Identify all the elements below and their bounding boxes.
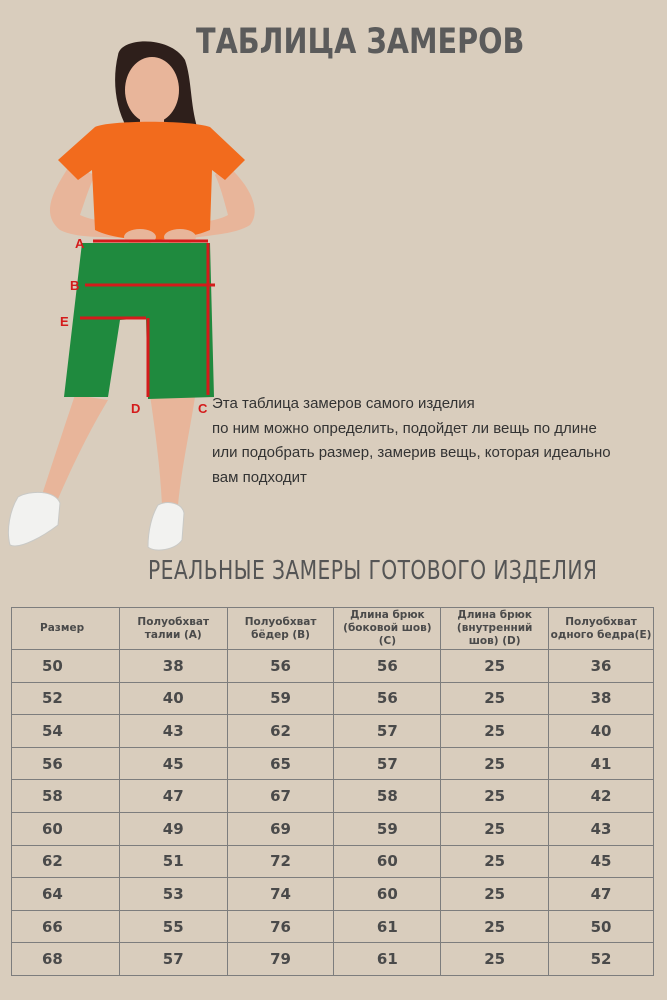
column-header-line: Длина брюк: [350, 609, 425, 621]
column-header-line: Размер: [40, 622, 85, 634]
table-row: [12, 650, 654, 683]
table-cell: 58: [12, 780, 120, 813]
table-cell: 72: [227, 845, 334, 878]
table-row: [12, 878, 654, 911]
column-header-line: (боковой шов) (C): [343, 622, 432, 647]
description-line: вам подходит: [212, 468, 307, 486]
label-d: D: [131, 401, 141, 416]
table-cell: 79: [227, 943, 334, 976]
table-cell: 25: [441, 682, 549, 715]
table-cell: 60: [334, 845, 441, 878]
table-row: [12, 845, 654, 878]
label-e: E: [60, 314, 69, 329]
table-header-row: [12, 608, 654, 650]
column-header-line: талии (A): [144, 628, 202, 641]
table-cell: 38: [119, 650, 227, 683]
table-cell: 45: [119, 747, 227, 780]
label-c: C: [198, 401, 208, 416]
table-cell: 47: [119, 780, 227, 813]
label-b: B: [70, 278, 80, 293]
column-header-line: Полуобхват: [137, 615, 210, 628]
table-cell: 25: [441, 943, 549, 976]
size-table: [11, 607, 654, 976]
table-cell: 58: [334, 780, 441, 813]
table-row: [12, 682, 654, 715]
table-cell: 55: [119, 910, 227, 943]
table-cell: 45: [549, 845, 654, 878]
table-cell: 47: [549, 878, 654, 911]
table-cell: 40: [549, 715, 654, 748]
table-cell: 41: [549, 747, 654, 780]
description-line: Эта таблица замеров самого изделия: [212, 395, 475, 412]
column-header-line: бёдер (B): [251, 628, 310, 641]
table-cell: 53: [119, 878, 227, 911]
description-line: или подобрать размер, замерив вещь, которая идеально: [212, 444, 611, 461]
table-cell: 43: [119, 715, 227, 748]
table-cell: 60: [334, 878, 441, 911]
table-cell: 25: [441, 845, 549, 878]
table-cell: 52: [549, 943, 654, 976]
table-cell: 66: [12, 910, 120, 943]
table-cell: 68: [12, 943, 120, 976]
table-cell: 56: [334, 650, 441, 683]
description-line: по ним можно определить, подойдет ли вещь по длине: [212, 419, 597, 437]
column-header-line: Длина брюк: [457, 609, 532, 621]
column-header: [119, 608, 227, 650]
table-cell: 59: [334, 812, 441, 845]
table-cell: 61: [334, 910, 441, 943]
table-cell: 62: [12, 845, 120, 878]
table-cell: 43: [549, 812, 654, 845]
table-cell: 67: [227, 780, 334, 813]
table-cell: 65: [227, 747, 334, 780]
table-cell: 57: [334, 747, 441, 780]
table-cell: 54: [12, 715, 120, 748]
column-header: [549, 608, 654, 650]
table-cell: 57: [334, 715, 441, 748]
table-cell: 52: [12, 682, 120, 715]
table-cell: 57: [119, 943, 227, 976]
table-cell: 49: [119, 812, 227, 845]
table-cell: 40: [119, 682, 227, 715]
table-cell: 38: [549, 682, 654, 715]
table-cell: 25: [441, 780, 549, 813]
table-cell: 62: [227, 715, 334, 748]
table-cell: 25: [441, 715, 549, 748]
table-row: [12, 943, 654, 976]
column-header: [227, 608, 334, 650]
table-cell: 56: [12, 747, 120, 780]
table-cell: 56: [334, 682, 441, 715]
section-subtitle: РЕАЛЬНЫЕ ЗАМЕРЫ ГОТОВОГО ИЗДЕЛИЯ: [148, 556, 598, 586]
table-cell: 51: [119, 845, 227, 878]
table-cell: 25: [441, 910, 549, 943]
table-cell: 50: [549, 910, 654, 943]
column-header-line: Полуобхват: [244, 615, 317, 628]
table-cell: 25: [441, 747, 549, 780]
table-cell: 76: [227, 910, 334, 943]
table-cell: 36: [549, 650, 654, 683]
column-header: [334, 608, 441, 650]
table-cell: 64: [12, 878, 120, 911]
table-cell: 25: [441, 650, 549, 683]
table-cell: 61: [334, 943, 441, 976]
column-header-line: шов) (D): [468, 635, 521, 647]
table-cell: 50: [12, 650, 120, 683]
label-a: A: [75, 236, 85, 251]
table-cell: 42: [549, 780, 654, 813]
column-header-line: одного бедра(E): [550, 628, 652, 641]
table-cell: 56: [227, 650, 334, 683]
table-row: [12, 715, 654, 748]
column-header: [12, 608, 120, 650]
description: [212, 392, 662, 490]
page-title: ТАБЛИЦА ЗАМЕРОВ: [196, 22, 525, 62]
table-row: [12, 812, 654, 845]
column-header: [441, 608, 549, 650]
table-cell: 25: [441, 878, 549, 911]
table-row: [12, 747, 654, 780]
column-header-line: (внутренний: [456, 622, 533, 634]
table-row: [12, 910, 654, 943]
table-cell: 59: [227, 682, 334, 715]
table-cell: 69: [227, 812, 334, 845]
table-cell: 60: [12, 812, 120, 845]
column-header-line: Полуобхват: [565, 615, 637, 628]
table-row: [12, 780, 654, 813]
table-cell: 74: [227, 878, 334, 911]
table-cell: 25: [441, 812, 549, 845]
